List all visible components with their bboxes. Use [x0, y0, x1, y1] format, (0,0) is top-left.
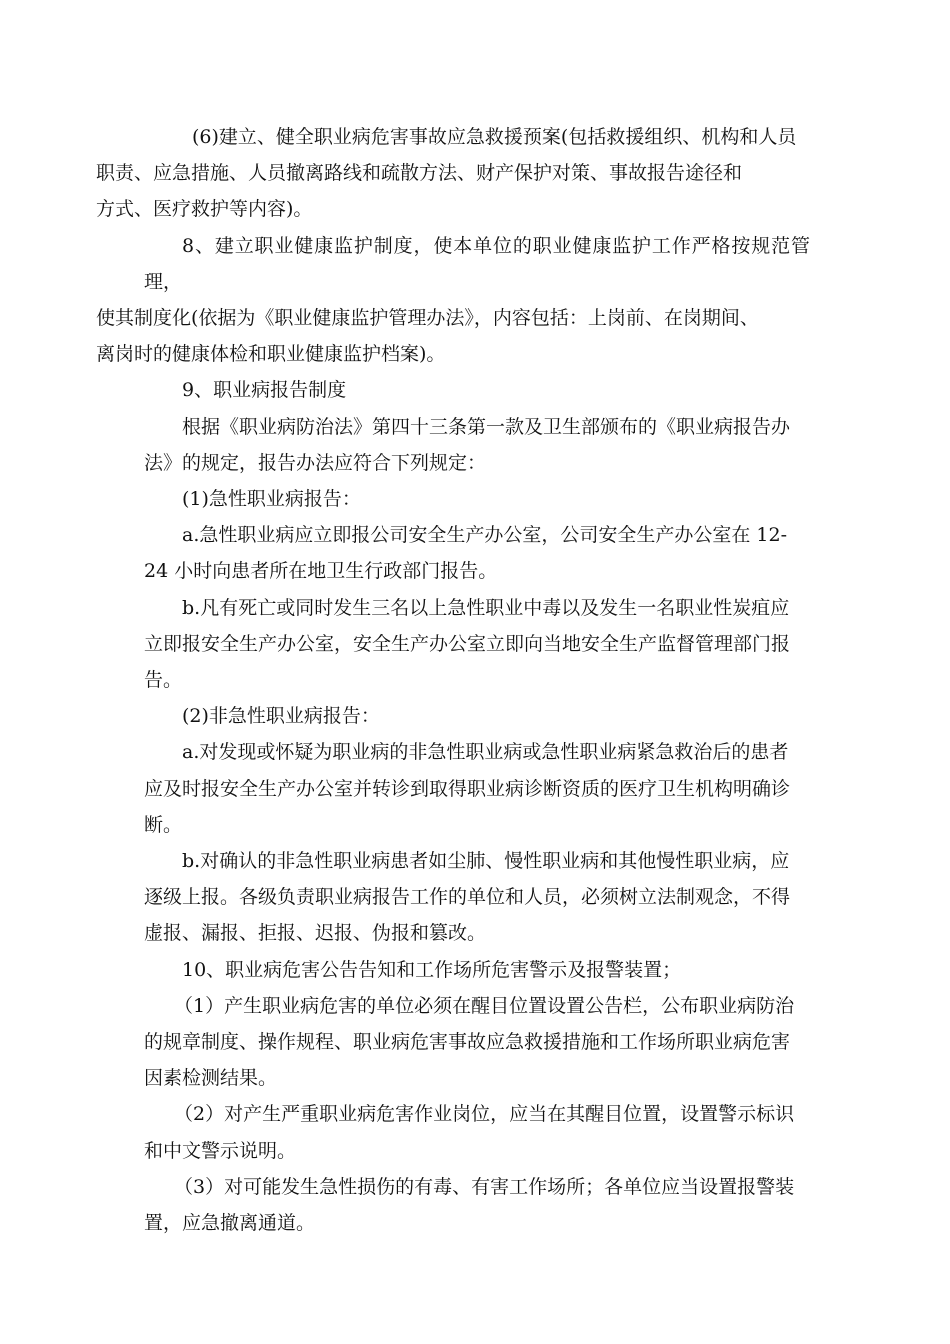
text-line: b.对确认的非急性职业病患者如尘肺、慢性职业病和其他慢性职业病，应 — [182, 850, 790, 873]
text-line: 立即报安全生产办公室，安全生产办公室立即向当地安全生产监督管理部门报 — [144, 632, 791, 655]
paragraph-warning-3 — [144, 1169, 810, 1241]
text-line: 方式、医疗救护等内容)。 — [96, 198, 313, 221]
paragraph-emergency-plan — [96, 119, 810, 228]
text-line: 和中文警示说明。 — [144, 1139, 297, 1162]
paragraph-reporting-basis — [144, 409, 810, 481]
text-line: 职责、应急措施、人员撤离路线和疏散方法、财产保护对策、事故报告途径和 — [96, 162, 743, 185]
text-line: 因素检测结果。 — [144, 1067, 278, 1090]
text-line: a.对发现或怀疑为职业病的非急性职业病或急性职业病紧急救治后的患者 — [182, 741, 789, 764]
paragraph-non-acute-b — [144, 843, 810, 952]
text-line: (2)非急性职业病报告： — [182, 705, 380, 728]
section-heading-reporting — [144, 372, 810, 408]
text-line: 使其制度化(依据为《职业健康监护管理办法》，内容包括：上岗前、在岗期间、 — [96, 307, 759, 330]
subheading-acute — [144, 481, 810, 517]
text-line: a.急性职业病应立即报公司安全生产办公室，公司安全生产办公室在 12- — [182, 524, 788, 547]
section-heading-warning — [144, 952, 810, 988]
text-line: 应及时报安全生产办公室并转诊到取得职业病诊断资质的医疗卫生机构明确诊 — [144, 777, 791, 800]
paragraph-warning-2 — [144, 1096, 810, 1168]
text-line: (6)建立、健全职业病危害事故应急救援预案(包括救援组织、机构和人员 — [192, 126, 797, 148]
text-line: 法》的规定，报告办法应符合下列规定： — [144, 451, 487, 474]
paragraph-warning-1 — [144, 988, 810, 1097]
text-line: （1）产生职业病危害的单位必须在醒目位置设置公告栏，公布职业病防治 — [174, 994, 795, 1017]
text-line: 断。 — [144, 813, 183, 836]
text-line: 24 小时向患者所在地卫生行政部门报告。 — [144, 560, 498, 583]
text-line: 8、建立职业健康监护制度，使本单位的职业健康监护工作严格按规范管理， — [144, 234, 810, 293]
text-line: 9、职业病报告制度 — [182, 379, 347, 402]
paragraph-non-acute-a — [144, 734, 810, 843]
text-line: （3）对可能发生急性损伤的有毒、有害工作场所；各单位应当设置报警装 — [174, 1175, 795, 1198]
text-line: 置，应急撤离通道。 — [144, 1212, 316, 1235]
document-page — [96, 119, 810, 1241]
text-line: 10、职业病危害公告告知和工作场所危害警示及报警装置； — [182, 958, 682, 981]
paragraph-health-monitoring — [96, 228, 810, 373]
text-line: 的规章制度、操作规程、职业病危害事故应急救援措施和工作场所职业病危害 — [144, 1031, 791, 1054]
text-line: (1)急性职业病报告： — [182, 488, 361, 511]
text-line: 虚报、漏报、拒报、迟报、伪报和篡改。 — [144, 922, 487, 945]
text-line: 离岗时的健康体检和职业健康监护档案)。 — [96, 343, 446, 366]
text-line: 告。 — [144, 669, 183, 692]
text-line: （2）对产生严重职业病危害作业岗位，应当在其醒目位置，设置警示标识 — [174, 1103, 795, 1126]
paragraph-acute-b — [144, 590, 810, 699]
text-line: 逐级上报。各级负责职业病报告工作的单位和人员，必须树立法制观念，不得 — [144, 886, 791, 909]
text-line: b.凡有死亡或同时发生三名以上急性职业中毒以及发生一名职业性炭疽应 — [182, 596, 790, 619]
text-line: 根据《职业病防治法》第四十三条第一款及卫生部颁布的《职业病报告办 — [182, 415, 791, 438]
paragraph-acute-a — [144, 517, 810, 589]
subheading-non-acute — [144, 698, 810, 734]
